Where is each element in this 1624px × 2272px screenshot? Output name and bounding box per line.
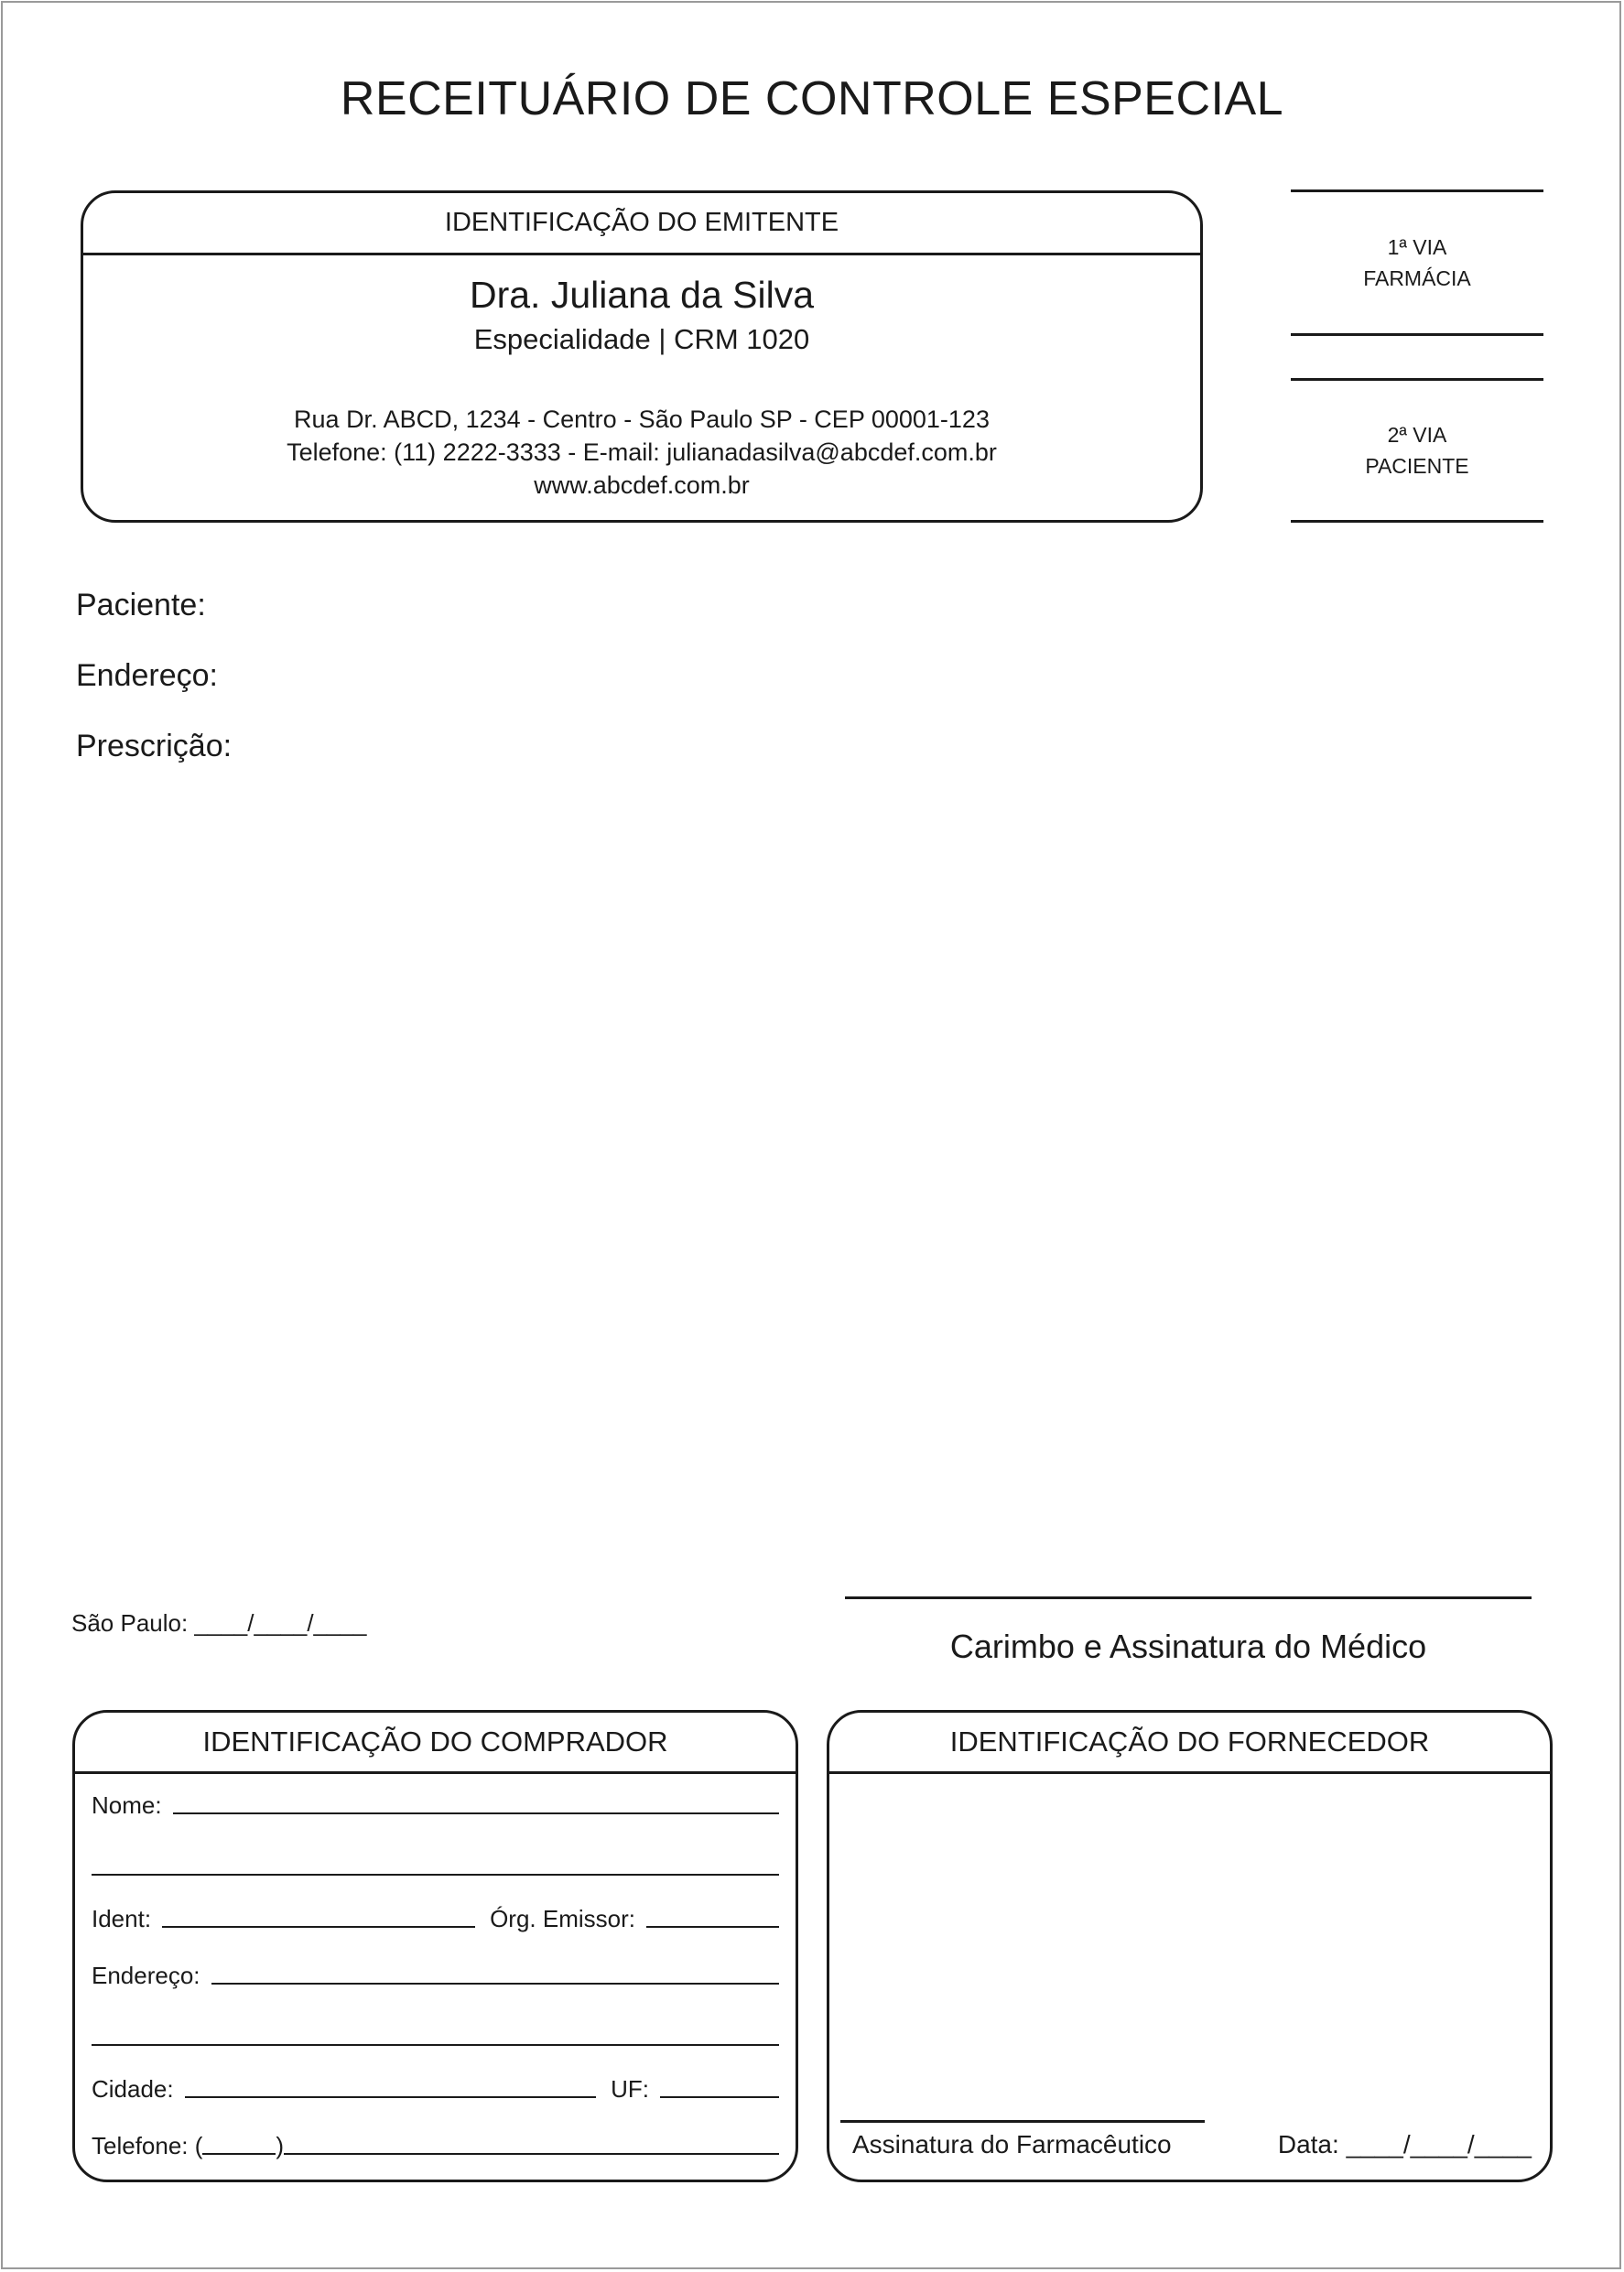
doctor-specialty: Especialidade | CRM 1020 — [473, 323, 810, 355]
supplier-header: IDENTIFICAÇÃO DO FORNECEDOR — [829, 1713, 1550, 1774]
buyer-phone-label: Telefone: ( — [92, 2132, 203, 2159]
buyer-phone-line — [284, 2153, 779, 2155]
buyer-name-label: Nome: — [92, 1791, 162, 1819]
via-divider — [1291, 333, 1543, 336]
supplier-box — [827, 1710, 1553, 2182]
buyer-issuer-label: Órg. Emissor: — [490, 1905, 635, 1932]
via-destination: PACIENTE — [1365, 454, 1469, 478]
supplier-date: Data: ____/____/____ — [1277, 2130, 1532, 2158]
buyer-ident-line — [162, 1926, 475, 1928]
buyer-issuer-line — [646, 1926, 779, 1928]
buyer-address-label: Endereço: — [92, 1962, 200, 1989]
buyer-address-line — [211, 1983, 779, 1985]
via-divider — [1291, 189, 1543, 192]
doctor-website: www.abcdef.com.br — [534, 471, 750, 499]
address-label: Endereço: — [76, 658, 218, 693]
via-number: 1ª VIA — [1387, 235, 1447, 259]
prescription-label: Prescrição: — [76, 729, 233, 763]
buyer-name-line — [173, 1812, 779, 1814]
buyer-city-label: Cidade: — [92, 2075, 174, 2103]
via-divider — [1291, 378, 1543, 381]
via-paciente — [1291, 419, 1543, 481]
emitter-box — [81, 190, 1203, 523]
buyer-phone-row — [92, 2132, 779, 2160]
buyer-state-label: UF: — [611, 2075, 649, 2103]
buyer-name-row — [92, 1791, 779, 1820]
emitter-header: IDENTIFICAÇÃO DO EMITENTE — [83, 193, 1200, 255]
document-title: RECEITUÁRIO DE CONTROLE ESPECIAL — [340, 72, 1284, 125]
doctor-signature-label: Carimbo e Assinatura do Médico — [949, 1628, 1427, 1665]
via-divider — [1291, 520, 1543, 523]
doctor-address: Rua Dr. ABCD, 1234 - Centro - São Paulo SP - CEP 00001-123 — [294, 406, 990, 433]
buyer-header: IDENTIFICAÇÃO DO COMPRADOR — [75, 1713, 796, 1774]
patient-label: Paciente: — [76, 588, 206, 622]
pharmacist-signature-label: Assinatura do Farmacêutico — [852, 2130, 1172, 2158]
buyer-phone-area-line — [202, 2153, 276, 2155]
buyer-city-line — [185, 2096, 596, 2098]
doctor-contact: Telefone: (11) 2222-3333 - E-mail: julianadasilva@abcdef.com.br — [287, 438, 997, 466]
buyer-name-line-2 — [92, 1874, 779, 1876]
buyer-state-line — [660, 2096, 779, 2098]
city-date: São Paulo: ____/____/____ — [71, 1609, 367, 1637]
buyer-phone-paren: ) — [276, 2132, 285, 2159]
buyer-city-row — [92, 2075, 779, 2104]
buyer-address-line-2 — [92, 2044, 779, 2046]
buyer-box — [72, 1710, 798, 2182]
doctor-signature-line — [845, 1596, 1532, 1599]
buyer-ident-row — [92, 1905, 779, 1933]
via-number: 2ª VIA — [1387, 423, 1447, 447]
doctor-name: Dra. Juliana da Silva — [469, 274, 815, 316]
pharmacist-signature-line — [840, 2120, 1205, 2123]
buyer-address-row — [92, 1962, 779, 1990]
buyer-ident-label: Ident: — [92, 1905, 152, 1932]
via-destination: FARMÁCIA — [1363, 266, 1471, 290]
via-farmacia — [1291, 232, 1543, 294]
